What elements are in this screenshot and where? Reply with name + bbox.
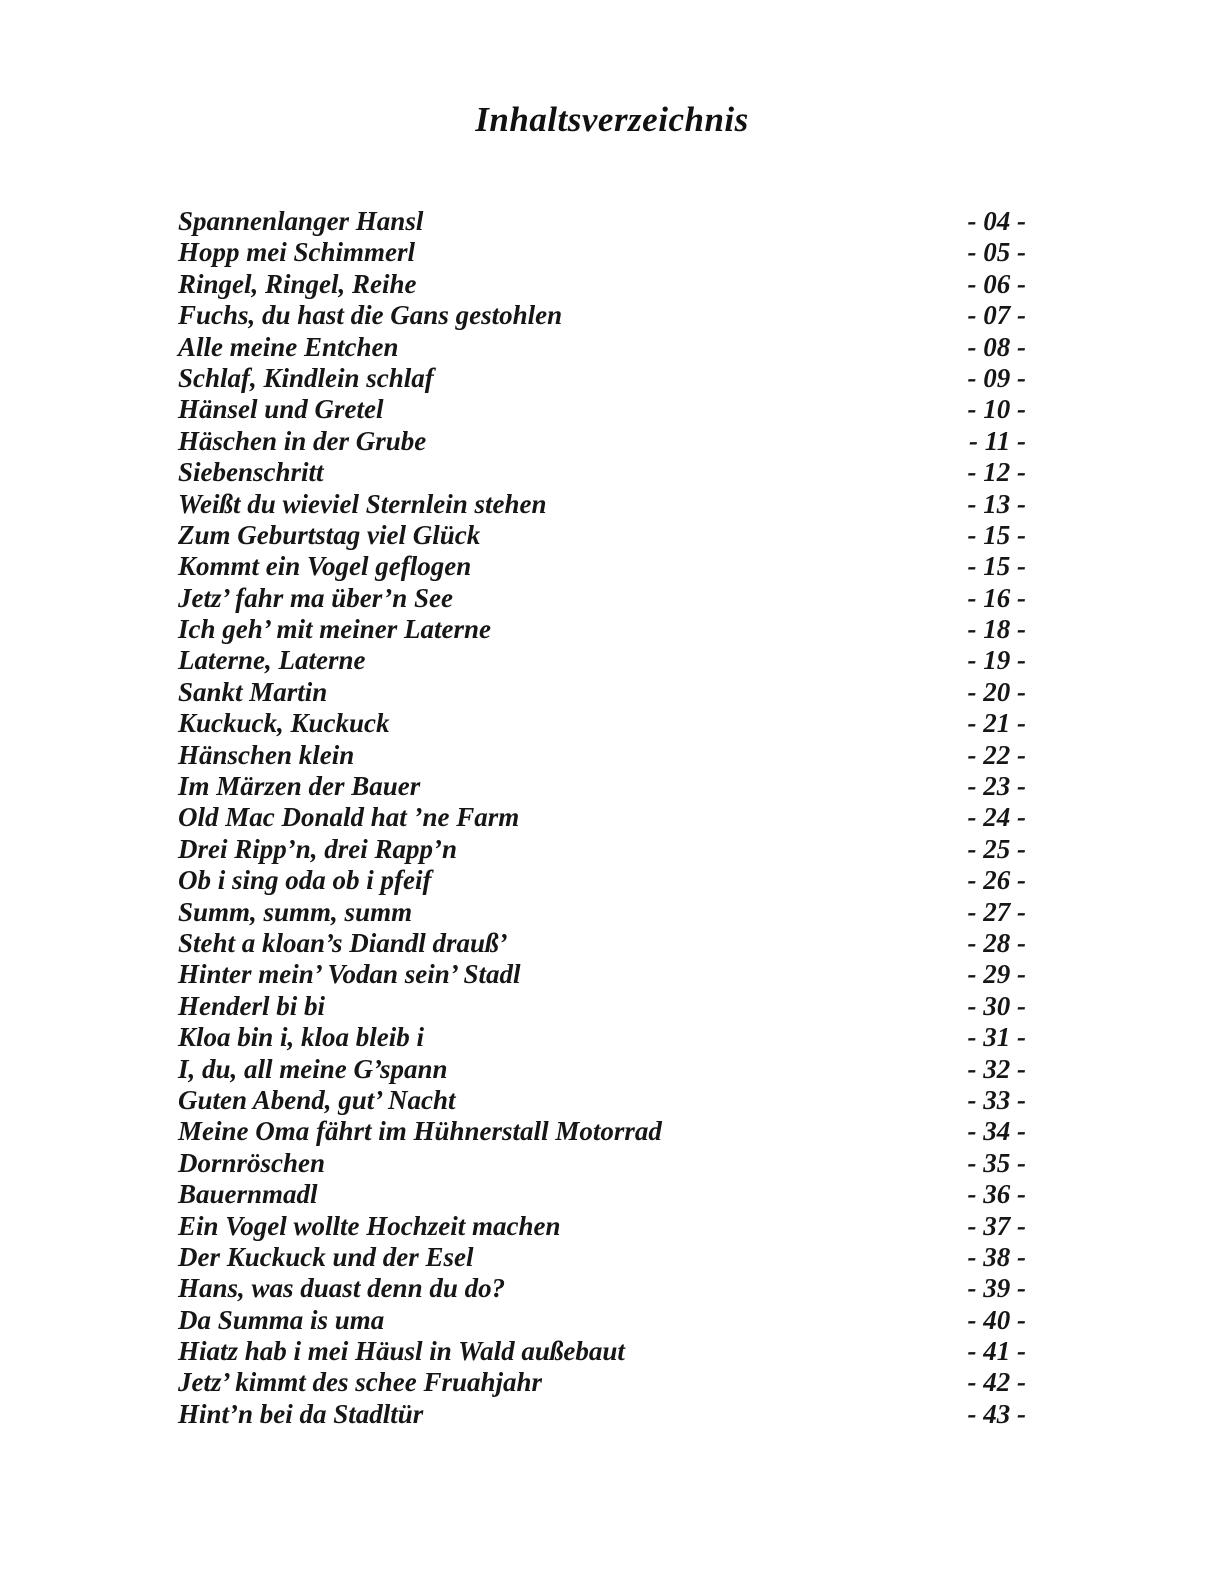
toc-entry-page: - 09 -: [967, 362, 1026, 393]
toc-row: [178, 1148, 1026, 1179]
toc-entry-page: - 24 -: [967, 802, 1026, 833]
toc-row: [178, 740, 1026, 771]
toc-entry-title: Hint’n bei da Stadltür: [178, 1398, 424, 1429]
toc-entry-title: Da Summa is uma: [178, 1304, 385, 1335]
toc-row: [178, 959, 1026, 990]
toc-row: [178, 1242, 1026, 1273]
toc-entry-page: - 08 -: [967, 331, 1026, 362]
toc-entry-page: - 16 -: [967, 582, 1026, 613]
toc-entry-page: - 06 -: [967, 268, 1026, 299]
toc-entry-page: - 07 -: [967, 300, 1026, 331]
toc-entry-page: - 22 -: [967, 739, 1026, 770]
toc-entry-page: - 28 -: [967, 927, 1026, 958]
toc-row: [178, 426, 1026, 457]
toc-row: [178, 771, 1026, 802]
toc-row: [178, 1305, 1026, 1336]
toc-entry-title: Ringel, Ringel, Reihe: [178, 268, 417, 299]
toc-entry-title: Alle meine Entchen: [178, 331, 399, 362]
toc-row: [178, 1399, 1026, 1430]
toc-entry-title: Meine Oma fährt im Hühnerstall Motorrad: [178, 1116, 662, 1147]
toc-entry-page: - 05 -: [967, 237, 1026, 268]
toc-entry-title: Schlaf, Kindlein schlaf: [178, 362, 434, 393]
toc-entry-title: Ob i sing oda ob i pfeif: [178, 865, 432, 896]
toc-row: [178, 614, 1026, 645]
toc-entry-page: - 39 -: [967, 1273, 1026, 1304]
toc-row: [178, 1054, 1026, 1085]
toc-entry-title: Bauernmadl: [178, 1179, 318, 1210]
toc-entry-page: - 31 -: [967, 1022, 1026, 1053]
toc-row: [178, 1367, 1026, 1398]
toc-entry-title: Hopp mei Schimmerl: [178, 237, 416, 268]
toc-entry-title: Dornröschen: [178, 1147, 326, 1178]
toc-entry-title: Guten Abend, gut’ Nacht: [178, 1084, 456, 1115]
toc-entry-page: - 25 -: [967, 833, 1026, 864]
toc-row: [178, 551, 1026, 582]
toc-entry-page: - 35 -: [967, 1147, 1026, 1178]
toc-entry-page: - 13 -: [967, 488, 1026, 519]
toc-row: [178, 802, 1026, 833]
toc-entry-page: - 04 -: [967, 206, 1026, 236]
toc-entry-title: Summ, summ, summ: [178, 896, 413, 927]
toc-row: [178, 928, 1026, 959]
toc-entry-title: Steht a kloan’s Diandl drauß’: [178, 927, 508, 958]
toc-entry-page: - 32 -: [967, 1053, 1026, 1084]
toc-row: [178, 583, 1026, 614]
toc-row: [178, 394, 1026, 425]
toc-entry-page: - 15 -: [967, 519, 1026, 550]
toc-row: [178, 363, 1026, 394]
toc-entry-title: Kuckuck, Kuckuck: [178, 708, 390, 739]
toc-entry-title: Sankt Martin: [178, 676, 328, 707]
toc-entry-page: - 41 -: [967, 1336, 1026, 1367]
toc-row: [178, 1336, 1026, 1367]
toc-row: [178, 332, 1026, 363]
toc-entry-title: Henderl bi bi: [178, 990, 325, 1021]
table-of-contents: [178, 206, 1026, 1430]
toc-entry-title: Im Märzen der Bauer: [178, 771, 421, 802]
toc-entry-page: - 19 -: [967, 645, 1026, 676]
toc-entry-page: - 34 -: [967, 1116, 1026, 1147]
toc-row: [178, 237, 1026, 268]
toc-entry-title: Laterne, Laterne: [178, 645, 366, 676]
toc-row: [178, 834, 1026, 865]
toc-entry-title: Kloa bin i, kloa bleib i: [178, 1022, 425, 1053]
toc-entry-title: Ein Vogel wollte Hochzeit machen: [178, 1210, 561, 1241]
toc-entry-title: Zum Geburtstag viel Glück: [178, 519, 481, 550]
toc-entry-title: Häschen in der Grube: [178, 425, 427, 456]
toc-entry-title: Hänsel und Gretel: [178, 394, 384, 425]
toc-row: [178, 1022, 1026, 1053]
toc-entry-page: - 12 -: [967, 457, 1026, 488]
toc-row: [178, 520, 1026, 551]
toc-entry-page: - 23 -: [967, 771, 1026, 802]
toc-entry-title: Jetz’ kimmt des schee Fruahjahr: [178, 1367, 543, 1398]
toc-row: [178, 865, 1026, 896]
toc-entry-title: Hans, was duast denn du do?: [178, 1273, 506, 1304]
page-title: Inhaltsverzeichnis: [475, 100, 749, 139]
toc-entry-page: - 26 -: [967, 865, 1026, 896]
toc-entry-page: - 29 -: [967, 959, 1026, 990]
toc-row: [178, 300, 1026, 331]
toc-entry-page: - 15 -: [967, 551, 1026, 582]
toc-entry-page: - 37 -: [967, 1210, 1026, 1241]
toc-entry-title: Jetz’ fahr ma über’n See: [178, 582, 453, 613]
toc-entry-title: Siebenschritt: [178, 457, 324, 488]
toc-row: [178, 1085, 1026, 1116]
toc-entry-title: Kommt ein Vogel geflogen: [178, 551, 472, 582]
toc-entry-title: Drei Ripp’n, drei Rapp’n: [178, 833, 458, 864]
toc-row: [178, 1179, 1026, 1210]
toc-entry-title: Hiatz hab i mei Häusl in Wald außebaut: [178, 1336, 625, 1367]
toc-entry-page: - 11 -: [969, 425, 1026, 456]
toc-row: [178, 1211, 1026, 1242]
toc-entry-page: - 38 -: [967, 1241, 1026, 1272]
toc-entry-title: I, du, all meine G’spann: [178, 1053, 448, 1084]
toc-entry-page: - 27 -: [967, 896, 1026, 927]
toc-entry-title: Spannenlanger Hansl: [178, 206, 424, 236]
toc-entry-page: - 43 -: [967, 1398, 1026, 1429]
toc-entry-page: - 21 -: [967, 708, 1026, 739]
toc-entry-page: - 30 -: [967, 990, 1026, 1021]
toc-entry-title: Weißt du wieviel Sternlein stehen: [178, 488, 547, 519]
toc-row: [178, 1116, 1026, 1147]
toc-entry-title: Ich geh’ mit meiner Laterne: [178, 614, 491, 645]
toc-row: [178, 206, 1026, 237]
toc-entry-page: - 10 -: [967, 394, 1026, 425]
toc-row: [178, 1273, 1026, 1304]
toc-row: [178, 645, 1026, 676]
toc-entry-page: - 33 -: [967, 1084, 1026, 1115]
toc-row: [178, 457, 1026, 488]
toc-entry-page: - 40 -: [967, 1304, 1026, 1335]
toc-entry-page: - 20 -: [967, 676, 1026, 707]
toc-entry-page: - 42 -: [967, 1367, 1026, 1398]
toc-entry-title: Old Mac Donald hat ’ne Farm: [178, 802, 520, 833]
toc-row: [178, 677, 1026, 708]
toc-entry-page: - 36 -: [967, 1179, 1026, 1210]
toc-entry-title: Fuchs, du hast die Gans gestohlen: [178, 300, 563, 331]
toc-row: [178, 708, 1026, 739]
toc-row: [178, 269, 1026, 300]
toc-row: [178, 489, 1026, 520]
toc-entry-page: - 18 -: [967, 614, 1026, 645]
toc-entry-title: Der Kuckuck und der Esel: [178, 1241, 474, 1272]
toc-entry-title: Hänschen klein: [178, 739, 355, 770]
toc-row: [178, 897, 1026, 928]
toc-row: [178, 991, 1026, 1022]
toc-entry-title: Hinter mein’ Vodan sein’ Stadl: [178, 959, 521, 990]
